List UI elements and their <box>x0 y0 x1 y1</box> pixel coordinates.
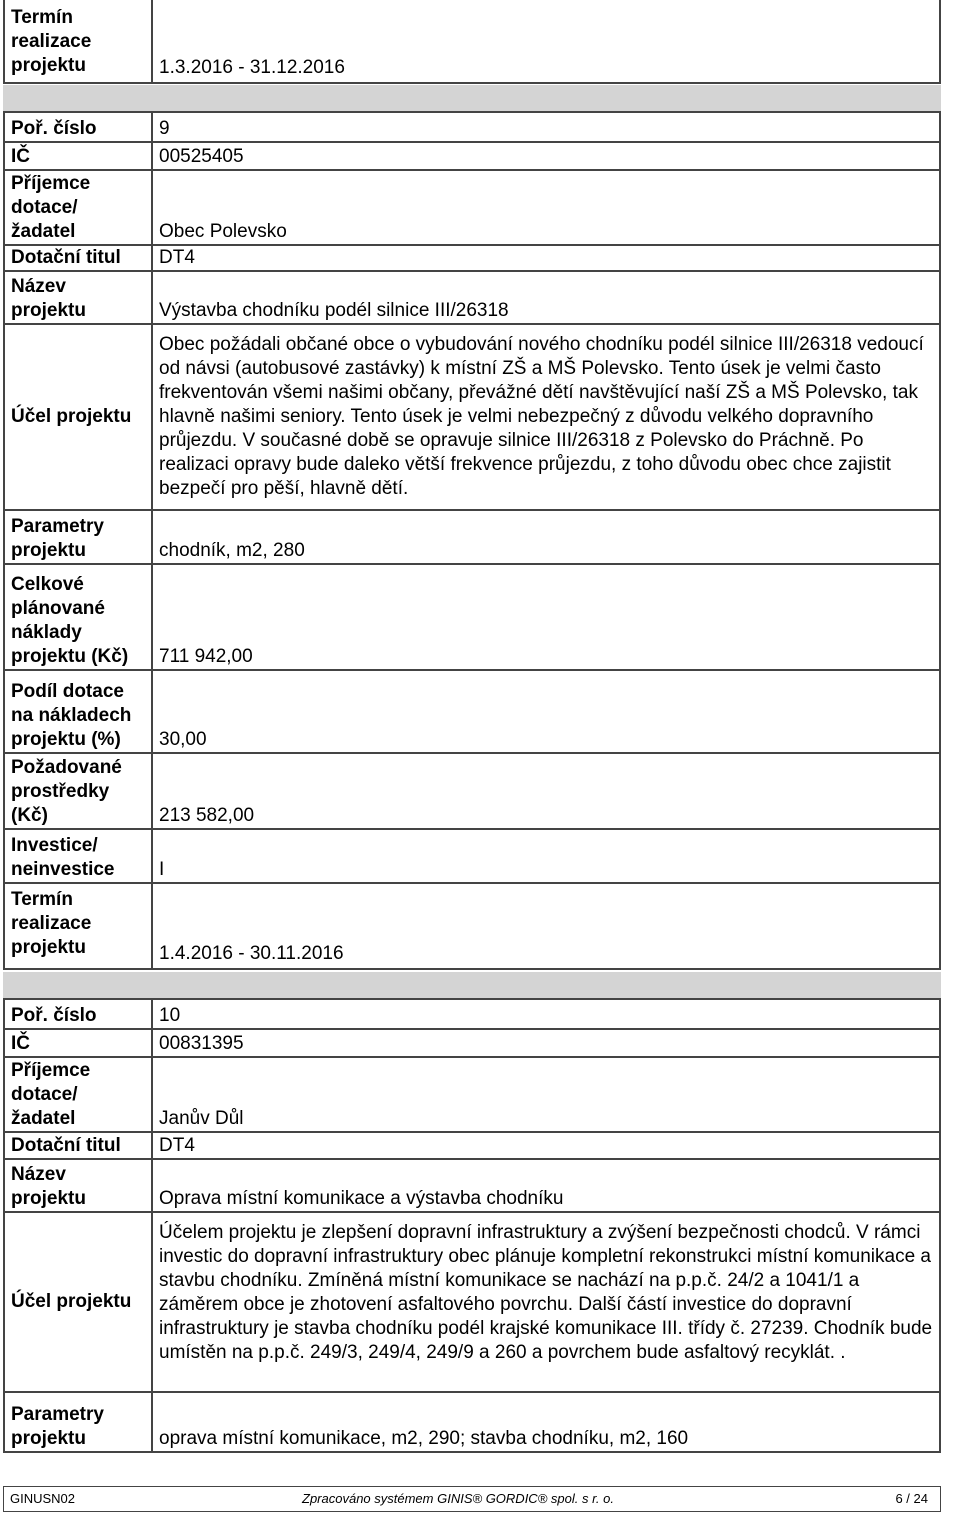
record-8-tail <box>3 0 941 84</box>
podil-dotace-value: 30,00 <box>152 670 940 753</box>
termin-value: 1.4.2016 - 30.11.2016 <box>152 883 940 969</box>
footer-system: Zpracováno systémem GINIS® GORDIC® spol. s r. o. <box>302 1491 614 1506</box>
prijemce-value: Obec Polevsko <box>152 170 940 245</box>
prijemce-label: Příjemce dotace/ žadatel <box>4 170 152 245</box>
por-cislo-value: 10 <box>152 999 940 1029</box>
investice-value: I <box>152 829 940 883</box>
ucel-projektu-label: Účel projektu <box>4 1212 152 1392</box>
parametry-label: Parametry projektu <box>4 510 152 564</box>
record-separator <box>3 85 941 111</box>
dotacni-titul-label: Dotační titul <box>4 245 152 271</box>
parametry-label: Parametry projektu <box>4 1392 152 1452</box>
por-cislo-value: 9 <box>152 112 940 142</box>
parametry-value: oprava místní komunikace, m2, 290; stavba chodníku, m2, 160 <box>152 1392 940 1452</box>
por-cislo-label: Poř. číslo <box>4 112 152 142</box>
termin-value: 1.3.2016 - 31.12.2016 <box>152 0 940 83</box>
naklady-label: Celkové plánované náklady projektu (Kč) <box>4 564 152 670</box>
naklady-value: 711 942,00 <box>152 564 940 670</box>
dotacni-titul-value: DT4 <box>152 1132 940 1159</box>
ucel-projektu-label: Účel projektu <box>4 324 152 510</box>
termin-label: Termín realizace projektu <box>4 0 152 83</box>
parametry-value: chodník, m2, 280 <box>152 510 940 564</box>
ucel-projektu-value: Účelem projektu je zlepšení dopravní infrastruktury a zvýšení bezpečnosti chodců. V rámci investic do dopravní infrastruktury obec plánuje kompletní rekonstrukci místní komunikace a stavbu chodníku. Zmíněná místní komunikace se nachází na p.p.č. 24/2 a 1041/1 a záměrem obce je zhotovení asfaltového povrchu. Další částí investice do dopravní infrastruktury je stavba chodníku podél krajské komunikace III. třídy č. 27239. Chodník bude umístěn na p.p.č. 249/3, 249/4, 249/9 a 260 a povrchem bude asfaltový recyklát. . <box>152 1212 940 1392</box>
ic-value: 00831395 <box>152 1029 940 1057</box>
por-cislo-label: Poř. číslo <box>4 999 152 1029</box>
investice-label: Investice/ neinvestice <box>4 829 152 883</box>
nazev-projektu-label: Název projektu <box>4 1159 152 1212</box>
pozadovane-prostredky-value: 213 582,00 <box>152 753 940 829</box>
nazev-projektu-value: Výstavba chodníku podél silnice III/26318 <box>152 271 940 324</box>
dotacni-titul-label: Dotační titul <box>4 1132 152 1159</box>
record-10 <box>3 998 941 1453</box>
ic-value: 00525405 <box>152 142 940 170</box>
record-9 <box>3 111 941 970</box>
podil-dotace-label: Podíl dotace na nákladech projektu (%) <box>4 670 152 753</box>
ucel-projektu-value: Obec požádali občané obce o vybudování nového chodníku podél silnice III/26318 vedoucí od návsi (autobusové zastávky) k místní ZŠ a MŠ Polevsko. Tento úsek je velmi často frekventován všemi našimi občany, převážné dětí navštěvující naší ZŠ a MŠ Polevsko, tak hlavně našimi seniory. Tento úsek je velmi nebezpečný z důvodu velkého dopravního průjezdu. V současné době se opravuje silnice III/26318 z Polevsko do Práchně. Po realizaci opravy bude daleko větší frekvence průjezdu, z toho důvodu obec chce zajistit bezpečí pro pěší, hlavně dětí. <box>152 324 940 510</box>
ic-label: IČ <box>4 1029 152 1057</box>
page-footer <box>3 1486 941 1512</box>
dotacni-titul-value: DT4 <box>152 245 940 271</box>
page-number: 6 / 24 <box>895 1491 928 1506</box>
prijemce-value: Janův Důl <box>152 1057 940 1132</box>
ic-label: IČ <box>4 142 152 170</box>
nazev-projektu-value: Oprava místní komunikace a výstavba chodníku <box>152 1159 940 1212</box>
termin-label: Termín realizace projektu <box>4 883 152 969</box>
nazev-projektu-label: Název projektu <box>4 271 152 324</box>
footer-code: GINUSN02 <box>10 1491 76 1506</box>
prijemce-label: Příjemce dotace/ žadatel <box>4 1057 152 1132</box>
pozadovane-prostredky-label: Požadované prostředky (Kč) <box>4 753 152 829</box>
record-separator <box>3 972 941 998</box>
